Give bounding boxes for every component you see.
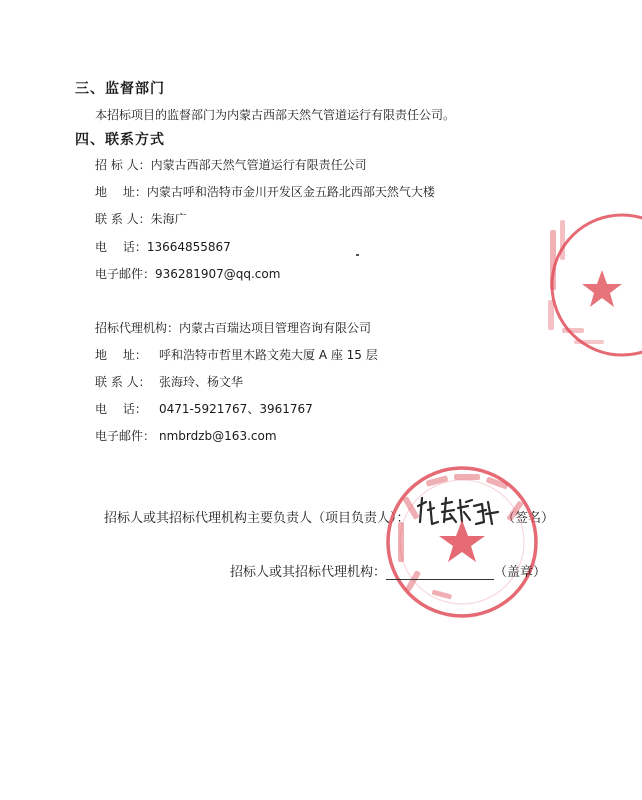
agency-address: 呼和浩特市哲里木路文苑大厦 A 座 15 层 bbox=[159, 348, 378, 362]
tenderer-contact-label: 联 系 人： bbox=[95, 212, 151, 226]
signature-line-1-label: 招标人或其招标代理机构主要负责人（项目负责人）： bbox=[104, 511, 410, 526]
tenderer-contact-row bbox=[95, 210, 187, 227]
agency-email-label: 电子邮件： bbox=[95, 429, 156, 443]
signature-line-2 bbox=[230, 561, 546, 580]
agency-address-row bbox=[95, 346, 378, 363]
seal-blank-line bbox=[386, 565, 494, 580]
tenderer-address: 内蒙古呼和浩特市金川开发区金五路北西部天然气大楼 bbox=[146, 185, 435, 199]
agency-contact-label: 联 系 人： bbox=[95, 375, 151, 389]
agency-name-label: 招标代理机构： bbox=[95, 321, 180, 335]
agency-name: 内蒙古百瑞达项目管理咨询有限公司 bbox=[179, 321, 372, 335]
agency-contact: 张海玲、杨文华 bbox=[159, 375, 244, 389]
agency-name-row bbox=[95, 319, 371, 336]
company-seal-partial bbox=[542, 210, 642, 360]
agency-address-label: 地 址： bbox=[95, 348, 147, 362]
tenderer-phone: 13664855867 bbox=[146, 240, 231, 254]
section3-heading: 三、监督部门 bbox=[75, 81, 165, 97]
tenderer-name: 内蒙古西部天然气管道运行有限责任公司 bbox=[150, 158, 367, 172]
agency-email-row bbox=[95, 427, 277, 444]
tenderer-email[interactable]: 936281907@qq.com bbox=[155, 267, 281, 281]
agency-contact-row bbox=[95, 373, 243, 390]
signature-line-2-suffix: （盖章） bbox=[494, 565, 547, 580]
signature-line-2-label: 招标人或其招标代理机构： bbox=[230, 565, 387, 580]
stray-mark bbox=[356, 254, 359, 256]
tenderer-email-row bbox=[95, 265, 280, 282]
tenderer-address-label: 地 址： bbox=[95, 185, 147, 199]
agency-phone: 0471-5921767、3961767 bbox=[159, 402, 313, 416]
tenderer-address-row bbox=[95, 183, 435, 200]
signature-line-1-suffix: （签名） bbox=[502, 511, 555, 526]
tenderer-phone-row bbox=[95, 238, 231, 255]
agency-seal bbox=[382, 462, 542, 622]
signature-line-1 bbox=[104, 507, 410, 526]
agency-email[interactable]: nmbrdzb@163.com bbox=[159, 429, 277, 443]
section4-heading: 四、联系方式 bbox=[75, 132, 165, 148]
tenderer-name-row bbox=[95, 156, 367, 173]
tenderer-phone-label: 电 话： bbox=[95, 240, 147, 254]
tenderer-email-label: 电子邮件： bbox=[95, 267, 156, 281]
section3-body: 本招标项目的监督部门为内蒙古西部天然气管道运行有限责任公司。 bbox=[95, 108, 456, 122]
tenderer-name-label: 招 标 人： bbox=[95, 158, 151, 172]
agency-phone-label: 电 话： bbox=[95, 402, 147, 416]
tenderer-contact: 朱海广 bbox=[150, 212, 187, 226]
agency-phone-row bbox=[95, 400, 313, 417]
